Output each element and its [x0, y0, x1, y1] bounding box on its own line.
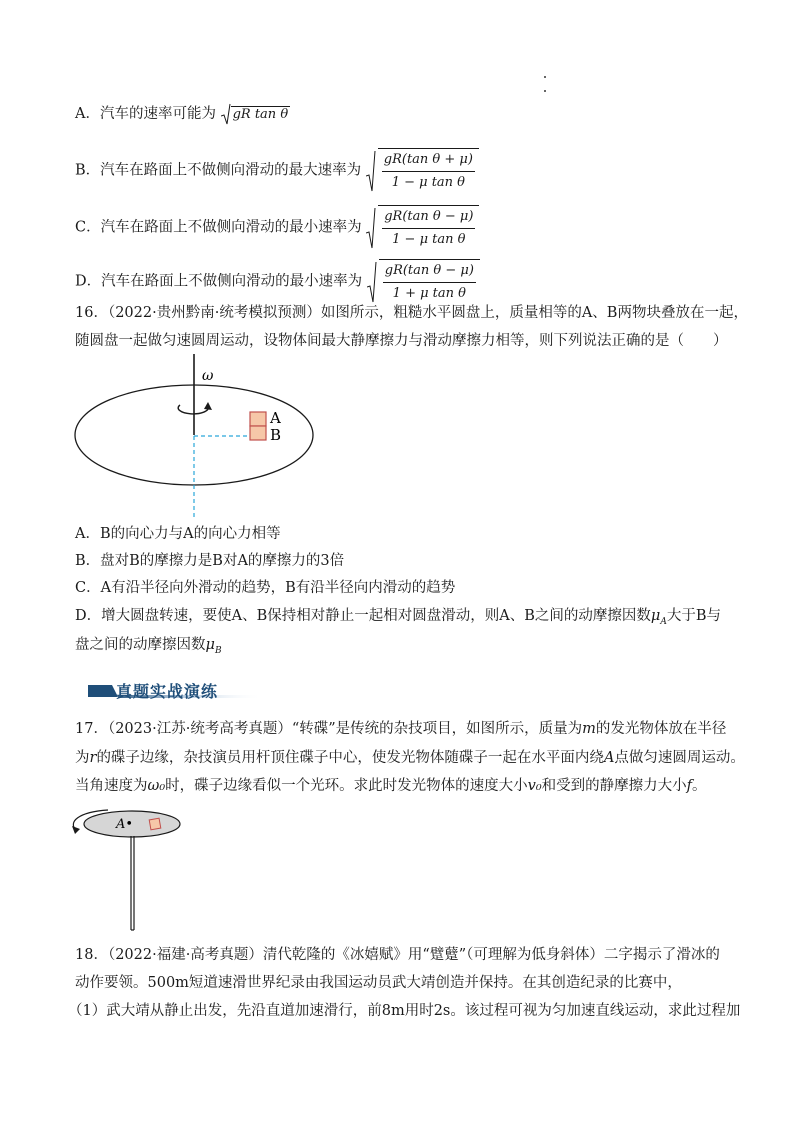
- option-letter: A: [75, 106, 86, 122]
- denominator: 1 − μ tan θ: [391, 175, 466, 190]
- q16-stem-line1: 16．（2022·贵州黔南·统考模拟预测）如图所示，粗糙水平圆盘上，质量相等的A、B两物块叠放在一起，: [75, 305, 748, 321]
- q17-text: 和受到的静摩擦力大小: [541, 778, 687, 794]
- sqrt-sign-icon: [366, 207, 376, 249]
- option-b: [75, 148, 479, 193]
- option-text: 盘之间的动摩擦因数: [75, 637, 206, 653]
- fraction: [379, 259, 480, 304]
- scan-mark: [544, 76, 546, 78]
- fraction: [378, 205, 479, 250]
- rotation-arrowhead-icon: [72, 826, 80, 834]
- option-a: [75, 103, 290, 125]
- q18-stem-line2: 动作要领。500m短道速滑世界纪录由我国运动员武大靖创造并保持。在其创造纪录的比赛中，: [75, 975, 682, 991]
- sqrt-fraction: [366, 148, 479, 193]
- q17-text: 17．（2023·江苏·统考高考真题）“转碟”是传统的杂技项目，如图所示，质量为: [75, 721, 583, 737]
- sqrt-sign-icon: [221, 103, 231, 125]
- numerator: gR(tan θ − μ): [383, 261, 476, 283]
- sqrt-sign-icon: [366, 150, 376, 192]
- var-v0: v₀: [527, 778, 542, 794]
- mu-b: μ: [205, 637, 215, 653]
- var-m: m: [582, 721, 596, 737]
- fraction: [378, 148, 479, 193]
- q17-text: 为: [75, 750, 90, 766]
- q16-option-d-line2: [75, 635, 222, 661]
- option-text: ．汽车的速率可能为: [85, 106, 216, 122]
- q17-stem-line1: [75, 719, 726, 739]
- q18-stem-line3: （1）武大靖从静止出发，先沿直道加速滑行，前8m用时2s。该过程可视为匀加速直线运动，求此过程加: [68, 1003, 741, 1019]
- formula-body: gR tan θ: [232, 107, 289, 122]
- denominator: 1 + μ tan θ: [392, 286, 466, 301]
- omega-label: ω: [202, 368, 214, 384]
- option-text: ．汽车在路面上不做侧向滑动的最小速率为: [86, 273, 363, 290]
- q16-option-a: A．B的向心力与A的向心力相等: [75, 526, 281, 542]
- q17-stem-line2: [75, 748, 745, 768]
- option-text: D．增大圆盘转速，要使A、B保持相对静止一起相对圆盘滑动，则A、B之间的动摩擦因数: [75, 608, 651, 624]
- q16-stem-line2: 随圆盘一起做匀速圆周运动，设物体间最大静摩擦力与滑动摩擦力相等，则下列说法正确的是（ ）: [75, 333, 728, 349]
- q17-text: 。: [692, 778, 707, 794]
- option-text-end: 大于B与: [666, 608, 721, 624]
- mu-b-sub: B: [214, 645, 222, 656]
- q17-text: 的碟子边缘，杂技演员用杆顶住碟子中心，使发光物体随碟子一起在水平面内绕: [96, 750, 604, 766]
- label-a: A: [270, 409, 281, 427]
- denominator: 1 − μ tan θ: [392, 232, 466, 247]
- option-letter: D: [75, 273, 87, 290]
- section-title: 真题实战演练: [116, 682, 219, 701]
- block-b: [250, 426, 266, 440]
- option-c: [75, 205, 479, 250]
- var-omega0: ω₀: [147, 778, 166, 794]
- q18-stem-line1: 18．（2022·福建·高考真题）清代乾隆的《冰嬉赋》用“躄躠”（可理解为低身斜体）二字揭示了滑冰的: [75, 947, 720, 963]
- q16-option-b: B．盘对B的摩擦力是B对A的摩擦力的3倍: [75, 553, 345, 569]
- mu-a-sub: A: [660, 616, 667, 627]
- option-text: ．汽车在路面上不做侧向滑动的最小速率为: [86, 219, 362, 236]
- var-a: A: [603, 750, 615, 766]
- q16-option-d-line1: [75, 606, 721, 632]
- q17-text: 点做匀速圆周运动。: [614, 750, 745, 766]
- point-a-label: A•: [116, 817, 134, 832]
- q16-figure: [74, 352, 334, 517]
- numerator: gR(tan θ − μ): [382, 207, 475, 229]
- q17-text: 的发光物体放在半径: [595, 721, 727, 737]
- q16-option-c: C．A有沿半径向外滑动的趋势，B有沿半径向内滑动的趋势: [75, 580, 456, 596]
- mu-a: μ: [650, 608, 661, 624]
- sqrt-fraction: [366, 205, 479, 250]
- numerator: gR(tan θ + μ): [382, 150, 475, 172]
- glow-object: [149, 818, 161, 830]
- sqrt-formula: [221, 103, 291, 125]
- label-b: B: [270, 426, 282, 444]
- q17-text: 当角速度为: [75, 778, 148, 794]
- rotation-arrow-icon: [178, 405, 208, 414]
- q17-stem-line3: [75, 776, 707, 796]
- var-f: f: [686, 778, 693, 794]
- var-r: r: [89, 750, 97, 766]
- rotation-arrowhead-icon: [204, 402, 212, 410]
- option-d: [75, 259, 480, 304]
- q17-figure: [68, 804, 193, 934]
- option-text: ．汽车在路面上不做侧向滑动的最大速率为: [85, 162, 362, 179]
- option-letter: B: [75, 162, 86, 179]
- sqrt-fraction: [367, 259, 480, 304]
- option-letter: C: [75, 219, 87, 236]
- scan-mark: [544, 90, 546, 92]
- sqrt-sign-icon: [367, 261, 377, 303]
- block-a: [250, 412, 266, 426]
- q17-text: 时，碟子边缘看似一个光环。求此时发光物体的速度大小: [165, 778, 528, 794]
